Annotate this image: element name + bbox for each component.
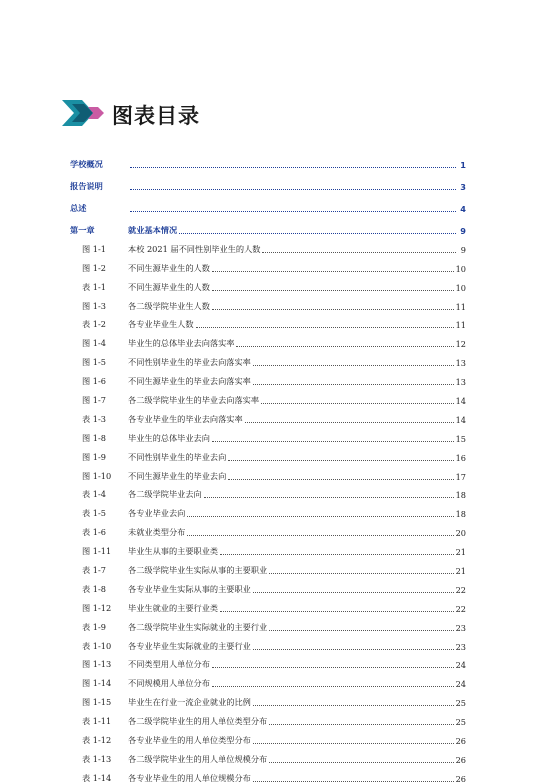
toc-leader-dots [228,459,453,461]
toc-entry-title: 各二级学院毕业去向 [128,489,202,500]
toc-leader-dots [269,761,453,763]
toc-entry-title: 不同类型用人单位分布 [128,659,210,670]
toc-entry-label: 图 1-2 [82,262,106,273]
toc-entry-page: 16 [455,452,466,463]
toc-entry-title: 各二级学院毕业生人数 [128,300,210,311]
toc-entry-label: 表 1-3 [82,413,106,424]
toc-leader-dots [253,591,454,593]
toc-entry[interactable] [70,576,466,595]
toc-entry-label: 表 1-10 [82,640,112,651]
toc-leader-dots [253,364,454,366]
toc-entry-title: 各二级学院毕业生实际从事的主要职业 [128,565,268,576]
toc-entry[interactable] [70,148,466,170]
toc-entry-title: 不同生源毕业生的人数 [128,281,210,292]
toc-leader-dots [269,629,453,631]
toc-leader-dots [261,402,454,404]
toc-entry-page: 11 [455,320,466,331]
toc-leader-dots [187,515,453,517]
toc-entry-label: 图 1-14 [82,678,112,689]
toc-leader-dots [253,648,454,650]
toc-entry-label: 学校概况 [70,159,103,169]
toc-entry[interactable] [70,689,466,708]
toc-entry[interactable] [70,274,466,293]
toc-entry-page: 10 [455,282,466,293]
toc-leader-dots [245,421,454,423]
toc-entry-page: 26 [455,754,466,765]
toc-entry-page: 13 [455,377,466,388]
toc-entry-label: 图 1-13 [82,659,112,670]
toc-leader-dots [253,383,454,385]
toc-entry-title: 各专业毕业生的用人单位类型分布 [128,735,251,746]
toc-entry-page: 14 [455,414,466,425]
toc-entry-label: 表 1-6 [82,527,106,538]
toc-entry-title: 不同性别毕业生的毕业去向落实率 [128,357,251,368]
toc-entry-label: 表 1-12 [82,735,112,746]
toc-leader-dots [262,251,456,253]
toc-entry-page: 26 [455,773,466,784]
toc-entry[interactable] [70,330,466,349]
toc-entry[interactable] [70,633,466,652]
toc-leader-dots [236,345,453,347]
toc-leader-dots [220,553,454,555]
toc-entry[interactable] [70,349,466,368]
toc-entry[interactable] [70,444,466,463]
toc-entry[interactable] [70,519,466,538]
toc-entry-label: 表 1-4 [82,489,106,500]
toc-entry[interactable] [70,368,466,387]
toc-entry-page: 25 [455,717,466,728]
toc-entry-page: 11 [455,301,466,312]
toc-entry-label: 表 1-11 [82,716,112,727]
toc-entry[interactable] [70,538,466,557]
toc-entry-label: 图 1-9 [82,451,106,462]
toc-entry-title: 本校 2021 届不同性别毕业生的人数 [128,243,261,254]
toc-entry-page: 10 [455,263,466,274]
toc-leader-dots [253,704,454,706]
toc-entry[interactable] [70,557,466,576]
toc-entry-label: 报告说明 [70,181,103,191]
toc-entry[interactable] [70,500,466,519]
toc-entry[interactable] [70,595,466,614]
toc-entry-page: 23 [455,641,466,652]
toc-entry[interactable] [70,652,466,671]
toc-entry-page: 3 [460,182,466,192]
toc-entry-title: 未就业类型分布 [128,527,186,538]
toc-entry[interactable] [70,406,466,425]
toc-leader-dots [212,270,454,272]
toc-leader-dots [269,572,453,574]
toc-entry-title: 不同规模用人单位分布 [128,678,210,689]
toc-entry[interactable] [70,387,466,406]
toc-entry[interactable] [70,214,466,236]
toc-entry-label: 第一章 [70,225,95,235]
toc-entry-title: 各专业毕业生实际就业的主要行业 [128,640,251,651]
toc-entry-title: 毕业生在行业一流企业就业的比例 [128,697,251,708]
toc-leader-dots [269,723,453,725]
table-of-contents [70,148,466,784]
toc-entry-title: 不同生源毕业生的毕业去向落实率 [128,376,251,387]
toc-entry[interactable] [70,425,466,444]
toc-entry-page: 25 [455,698,466,709]
toc-entry-label: 表 1-5 [82,508,106,519]
toc-entry-page: 24 [455,679,466,690]
toc-entry-page: 15 [455,433,466,444]
logo-icon [58,96,106,130]
toc-entry-title: 各二级学院毕业生的毕业去向落实率 [128,395,260,406]
toc-entry-page: 9 [460,226,466,236]
toc-entry-title: 各二级学院毕业生的用人单位类型分布 [128,716,268,727]
toc-entry-title: 毕业生就业的主要行业类 [128,602,219,613]
toc-leader-dots [212,308,454,310]
toc-entry-title: 各专业毕业生人数 [128,319,194,330]
toc-entry-title: 不同生源毕业生的人数 [128,262,210,273]
toc-entry-label: 图 1-15 [82,697,112,708]
toc-entry-title: 各二级学院毕业生实际就业的主要行业 [128,621,268,632]
toc-leader-dots [212,666,454,668]
toc-entry[interactable] [70,312,466,331]
toc-entry-label: 表 1-8 [82,583,106,594]
toc-entry-title: 毕业生的总体毕业去向落实率 [128,338,235,349]
toc-entry-page: 20 [455,528,466,539]
toc-entry-label: 表 1-14 [82,772,112,783]
toc-entry-title: 各专业毕业生的用人单位规模分布 [128,772,251,783]
toc-entry-page: 9 [460,244,466,255]
toc-entry-label: 表 1-9 [82,621,106,632]
toc-entry-page: 1 [460,160,466,170]
toc-entry-page: 21 [455,547,466,558]
toc-leader-dots [196,326,454,328]
toc-leader-dots [253,742,454,744]
toc-entry-title: 各专业毕业生的毕业去向落实率 [128,413,243,424]
toc-entry-title: 各专业毕业生实际从事的主要职业 [128,583,251,594]
toc-leader-dots [204,496,454,498]
toc-entry-page: 26 [455,736,466,747]
toc-entry-label: 图 1-12 [82,602,112,613]
page-header [58,96,498,132]
toc-entry[interactable] [70,255,466,274]
toc-entry[interactable] [70,192,466,214]
toc-entry-page: 18 [455,509,466,520]
toc-entry[interactable] [70,293,466,312]
toc-entry-label: 图 1-6 [82,376,106,387]
toc-entry[interactable] [70,708,466,727]
toc-entry[interactable] [70,236,466,255]
toc-leader-dots [212,685,454,687]
toc-leader-dots [253,780,454,782]
toc-entry-label: 图 1-8 [82,432,106,443]
toc-entry-label: 图 1-10 [82,470,112,481]
toc-entry[interactable] [70,727,466,746]
toc-entry-label: 总述 [70,203,87,213]
toc-entry-label: 表 1-2 [82,319,106,330]
toc-entry[interactable] [70,746,466,765]
toc-leader-dots [212,289,454,291]
toc-entry-page: 18 [455,490,466,501]
toc-entry-title: 就业基本情况 [128,225,178,235]
toc-entry-page: 22 [455,603,466,614]
page-title: 图表目录 [112,104,200,128]
toc-entry-title: 各专业毕业去向 [128,508,186,519]
toc-leader-dots [130,188,456,190]
toc-entry-title: 各二级学院毕业生的用人单位规模分布 [128,753,268,764]
toc-entry-page: 17 [455,471,466,482]
toc-entry-title: 不同生源毕业生的毕业去向 [128,470,227,481]
toc-entry-page: 12 [455,339,466,350]
toc-entry-page: 22 [455,584,466,595]
toc-entry[interactable] [70,614,466,633]
toc-entry-label: 图 1-1 [82,243,106,254]
toc-entry-page: 4 [460,204,466,214]
toc-entry[interactable] [70,670,466,689]
toc-entry-label: 图 1-3 [82,300,106,311]
toc-leader-dots [220,610,454,612]
toc-entry[interactable] [70,463,466,482]
toc-leader-dots [130,210,456,212]
toc-entry-page: 24 [455,660,466,671]
toc-leader-dots [179,232,456,234]
toc-entry-title: 毕业生的总体毕业去向 [128,432,210,443]
toc-entry-label: 图 1-4 [82,338,106,349]
toc-entry-title: 毕业生从事的主要职业类 [128,546,219,557]
toc-entry-label: 图 1-5 [82,357,106,368]
toc-entry-label: 表 1-13 [82,753,112,764]
toc-entry[interactable] [70,482,466,501]
toc-entry-page: 21 [455,566,466,577]
toc-entry-label: 表 1-7 [82,565,106,576]
toc-entry-page: 23 [455,622,466,633]
toc-entry-page: 14 [455,396,466,407]
toc-entry[interactable] [70,170,466,192]
toc-leader-dots [212,440,454,442]
toc-entry-label: 表 1-1 [82,281,106,292]
toc-entry-label: 图 1-11 [82,546,112,557]
toc-leader-dots [187,534,453,536]
toc-entry-page: 13 [455,358,466,369]
toc-leader-dots [130,166,456,168]
toc-entry-title: 不同性别毕业生的毕业去向 [128,451,227,462]
toc-entry-label: 图 1-7 [82,395,106,406]
toc-leader-dots [228,478,453,480]
